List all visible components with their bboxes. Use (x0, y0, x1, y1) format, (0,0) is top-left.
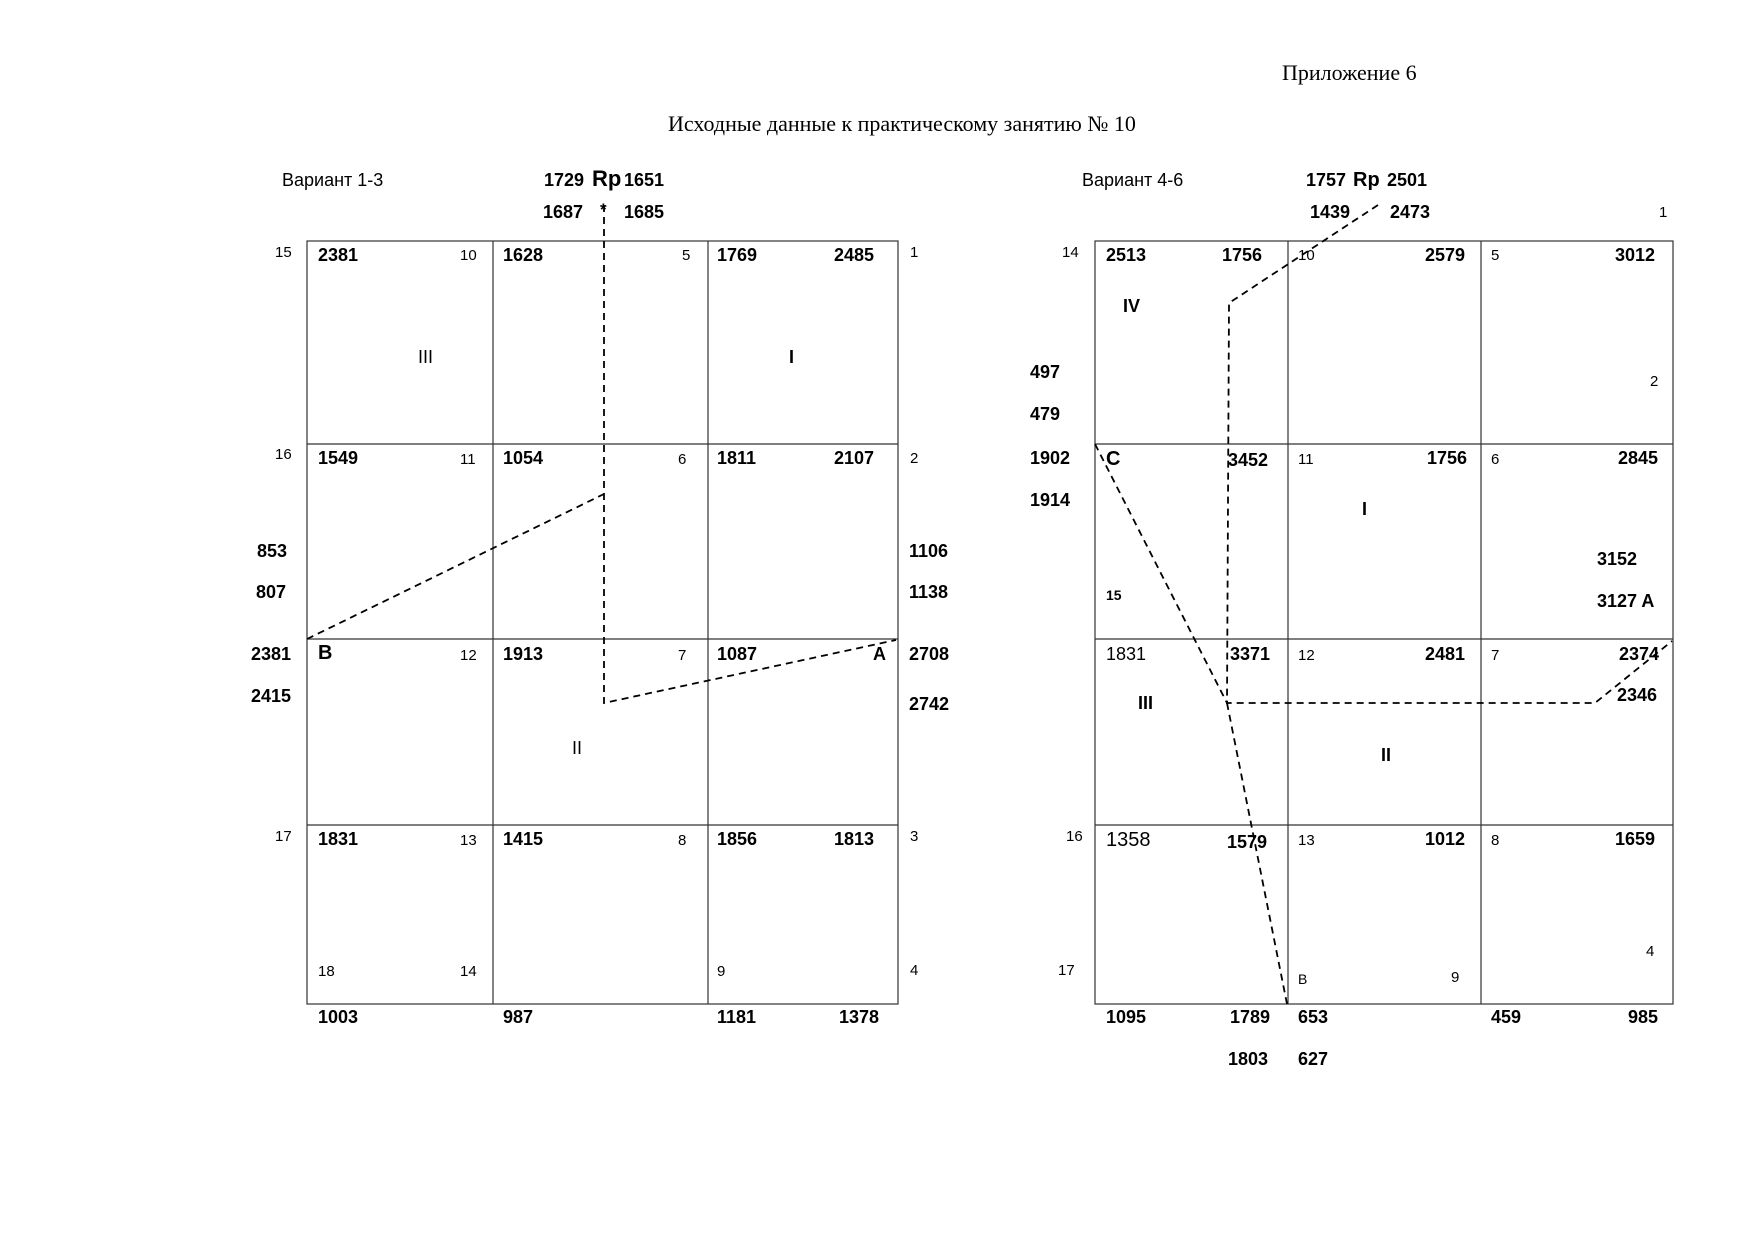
v2-bottom-mark: 1803 (1228, 1049, 1269, 1069)
v2-cell-number: 6 (1491, 451, 1500, 468)
v1-cell-number: 13 (460, 832, 477, 849)
appendix-label: Приложение 6 (1282, 60, 1417, 85)
v1-cell-mark: 1087 (717, 644, 758, 664)
v1-cell-mark: 1913 (503, 644, 544, 664)
variant1-dashed-lines (307, 202, 896, 703)
variant2-outer-left: 16 (1066, 828, 1083, 845)
v2-cell-number: 4 (1646, 943, 1655, 960)
variant2-rp-below-left: 1439 (1310, 202, 1351, 222)
rp-benchmark-mark: * (600, 200, 607, 219)
v2-cell-mark: 3371 (1230, 644, 1271, 664)
v2-cell-number: 9 (1451, 969, 1460, 986)
point-a-mark: 3127 A (1597, 591, 1655, 611)
zone-label: II (1381, 745, 1392, 765)
v1-cell-number: 11 (460, 451, 476, 468)
v2-bottom-mark: 985 (1628, 1007, 1659, 1027)
v2-left-mark: 1914 (1030, 490, 1071, 510)
variant1-grid (307, 241, 898, 1004)
variant1-rp-below-right: 1685 (624, 202, 665, 222)
variant1-rp-left: 1729 (544, 170, 585, 190)
v1-right-mark: 2708 (909, 644, 950, 664)
v1-cell-number: 9 (717, 963, 726, 980)
v2-cell-number: 10 (1298, 247, 1315, 264)
v2-cell-mark: 1012 (1425, 829, 1466, 849)
v1-cell-mark: 1415 (503, 829, 544, 849)
v1-cell-mark: 2107 (834, 448, 875, 468)
v1-right-mark: 1138 (909, 582, 949, 602)
v2-inner-mark: 2346 (1617, 685, 1658, 705)
variant2-rp-below-right: 2473 (1390, 202, 1431, 222)
v1-left-mark: 807 (256, 582, 287, 602)
v2-cell-mark: 1358 (1106, 829, 1151, 851)
v2-cell-mark: 2513 (1106, 245, 1147, 265)
v1-cell-number: 6 (678, 451, 687, 468)
variant1-rp-right: 1651 (624, 170, 665, 190)
v2-bottom-mark: 1095 (1106, 1007, 1147, 1027)
v1-left-mark: 853 (257, 541, 288, 561)
v2-left-mark: 479 (1030, 404, 1061, 424)
v1-cell-mark: 2485 (834, 245, 875, 265)
v1-cell-number: 12 (460, 647, 477, 664)
v2-inner-mark: 3152 (1597, 549, 1638, 569)
variant1-outer-left: 17 (275, 828, 292, 845)
variant1-outer-right: 4 (910, 962, 919, 979)
page-title: Исходные данные к практическому занятию № 10 (668, 111, 1136, 136)
variant1-outer-right: 3 (910, 828, 919, 845)
v1-cell-number: 18 (318, 963, 335, 980)
v1-right-mark: 2742 (909, 694, 950, 714)
v2-cell-mark: 1756 (1222, 245, 1263, 265)
v2-cell-number: 12 (1298, 647, 1315, 664)
v2-bottom-mark: 653 (1298, 1007, 1329, 1027)
point-b-label: B (1298, 971, 1308, 987)
v2-cell-mark: 2374 (1619, 644, 1660, 664)
v2-cell-mark: 1659 (1615, 829, 1656, 849)
v1-cell-number: 5 (682, 247, 691, 264)
v2-left-mark: 1902 (1030, 448, 1071, 468)
variant1-rp-below-left: 1687 (543, 202, 584, 222)
variant2-outer-left: 17 (1058, 962, 1075, 979)
v1-cell-number: 14 (460, 963, 477, 980)
variant2-label: Вариант 4-6 (1082, 170, 1184, 190)
v2-cell-mark: 1756 (1427, 448, 1468, 468)
v2-cell-number: 2 (1650, 373, 1659, 390)
zone-label: IV (1123, 296, 1141, 316)
zone-label: III (418, 347, 434, 367)
variant1-outer-right: 2 (910, 450, 919, 467)
variant1-outer-right: 1 (910, 244, 919, 261)
v2-cell-mark: 1579 (1227, 832, 1268, 852)
v2-bottom-mark: 459 (1491, 1007, 1522, 1027)
v1-cell-mark: 1831 (318, 829, 359, 849)
v1-cell-mark: 1813 (834, 829, 875, 849)
zone-label: III (1138, 693, 1154, 713)
v1-cell-mark: 1549 (318, 448, 359, 468)
v2-bottom-mark: 1789 (1230, 1007, 1271, 1027)
v1-cell-number: 8 (678, 832, 687, 849)
variant2-dashed-lines (1095, 202, 1672, 1004)
v1-cell-mark: 1054 (503, 448, 544, 468)
v1-cell-mark: 1856 (717, 829, 758, 849)
v1-bottom-mark: 1378 (839, 1007, 880, 1027)
v1-cell-mark: 1811 (717, 448, 757, 468)
v1-right-mark: 1106 (909, 541, 949, 561)
variant1-rp-label: Rp (592, 166, 622, 191)
v2-cell-number: 11 (1298, 451, 1314, 468)
variant2-grid (1095, 241, 1673, 1004)
v2-cell-mark: 2845 (1618, 448, 1659, 468)
v1-cell-mark: 2381 (318, 245, 359, 265)
v1-cell-number: 10 (460, 247, 477, 264)
point-c-label: C (1106, 448, 1121, 470)
zone-label: II (572, 738, 583, 758)
v2-cell-mark: 3452 (1228, 450, 1269, 470)
point-b-label: B (318, 642, 333, 664)
variant1-outer-left: 15 (275, 244, 292, 261)
v2-left-mark: 497 (1030, 362, 1061, 382)
variant2-rp-label: Rp (1353, 169, 1380, 191)
v1-bottom-mark: 987 (503, 1007, 534, 1027)
v2-cell-number: 15 (1106, 587, 1122, 603)
variant1-label: Вариант 1-3 (282, 170, 384, 190)
v1-left-mark: 2415 (251, 686, 292, 706)
v2-cell-number: 13 (1298, 832, 1315, 849)
v1-cell-mark: 1628 (503, 245, 544, 265)
v1-bottom-mark: 1181 (717, 1007, 757, 1027)
v2-cell-number: 7 (1491, 647, 1500, 664)
v2-cell-mark: 3012 (1615, 245, 1656, 265)
v2-cell-number: 8 (1491, 832, 1500, 849)
v1-cell-mark: 1769 (717, 245, 758, 265)
v1-cell-number: 7 (678, 647, 687, 664)
zone-label: I (1362, 499, 1368, 519)
v2-cell-number: 5 (1491, 247, 1500, 264)
point-a-label: A (873, 644, 886, 664)
zone-label: I (789, 347, 795, 367)
v2-cell-mark: 1831 (1106, 644, 1147, 664)
v2-cell-mark: 2579 (1425, 245, 1466, 265)
variant2-rp-left: 1757 (1306, 170, 1347, 190)
variant2-rp-right: 2501 (1387, 170, 1428, 190)
v1-bottom-mark: 1003 (318, 1007, 359, 1027)
variant1-outer-left: 16 (275, 446, 292, 463)
variant2-outer-left: 14 (1062, 244, 1079, 261)
v1-left-mark: 2381 (251, 644, 292, 664)
v2-bottom-mark: 627 (1298, 1049, 1329, 1069)
v2-cell-mark: 2481 (1425, 644, 1466, 664)
variant2-outer-right: 1 (1659, 204, 1668, 221)
